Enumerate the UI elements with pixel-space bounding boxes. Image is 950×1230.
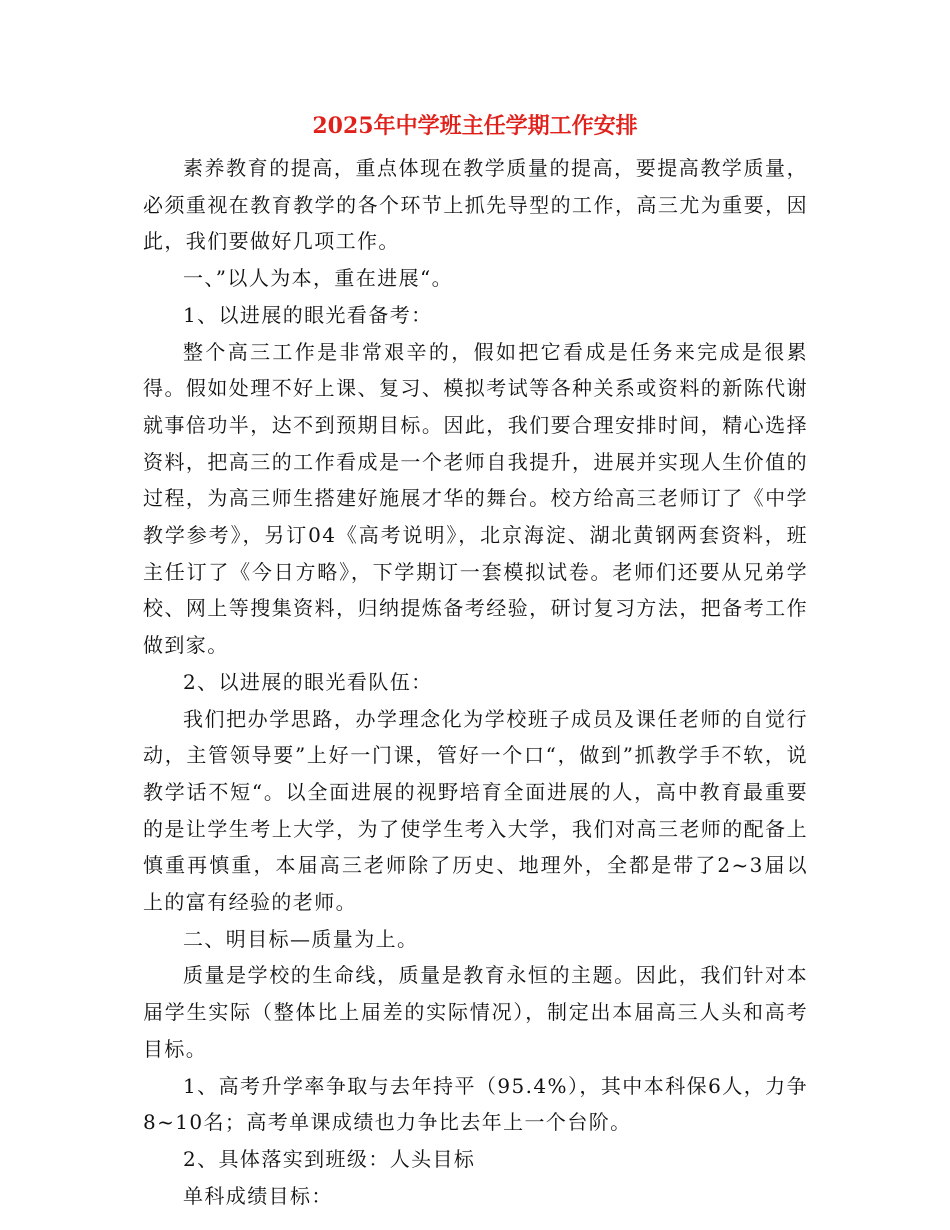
subheading-1-2: 2、以进展的眼光看队伍： (183, 669, 433, 694)
paragraph-subject-goals: 单科成绩目标： (183, 1183, 333, 1208)
paragraph-exam-prep: 整个高三工作是非常艰辛的，假如把它看成是任务来完成是很累得。假如处理不好上课、复习、模拟考试等各种关系或资料的新陈代谢就事倍功半，达不到预期目标。因此，我们要合理安排时间，精心选择资料，把高三的工作看成是一个老师自我提升，进展并实现人生价值的过程，为高三师生搭建好施展才华的舞台。校方给高三老师订了《中学教学参考》，另订04《高考说明》，北京海淀、湖北黄钢两套资料，班主任订了《今日方略》，下学期订一套模拟试卷。老师们还要从兄弟学校、网上等搜集资料，归纳提炼备考经验，研讨复习方法，把备考工作做到家。 (143, 339, 808, 658)
list-item-goal-2: 2、具体落实到班级：人头目标 (183, 1146, 476, 1171)
list-item-goal-1: 1、高考升学率争取与去年持平（95.4%），其中本科保6人，力争8~10名；高考单课成绩也力争比去年上一个台阶。 (143, 1073, 808, 1135)
paragraph-intro: 素养教育的提高，重点体现在教学质量的提高，要提高教学质量，必须重视在教育教学的各个环节上抓先导型的工作，高三尤为重要，因此，我们要做好几项工作。 (143, 156, 808, 254)
document-title: 2025年中学班主任学期工作安排 (312, 113, 638, 139)
document-body (143, 150, 808, 1214)
heading-section-1: 一、”以人为本，重在进展“。 (183, 266, 454, 291)
subheading-1-1: 1、以进展的眼光看备考： (183, 302, 433, 327)
heading-section-2: 二、明目标—质量为上。 (183, 926, 419, 951)
paragraph-team: 我们把办学思路，办学理念化为学校班子成员及课任老师的自觉行动，主管领导要”上好一门课，管好一个口“，做到”抓教学手不软，说教学话不短“。以全面进展的视野培育全面进展的人，高中教育最重要的是让学生考上大学，为了使学生考入大学，我们对高三老师的配备上慎重再慎重，本届高三老师除了历史、地理外，全都是带了2~3届以上的富有经验的老师。 (143, 706, 808, 915)
paragraph-quality: 质量是学校的生命线，质量是教育永恒的主题。因此，我们针对本届学生实际（整体比上届差的实际情况），制定出本届高三人头和高考目标。 (143, 963, 808, 1061)
